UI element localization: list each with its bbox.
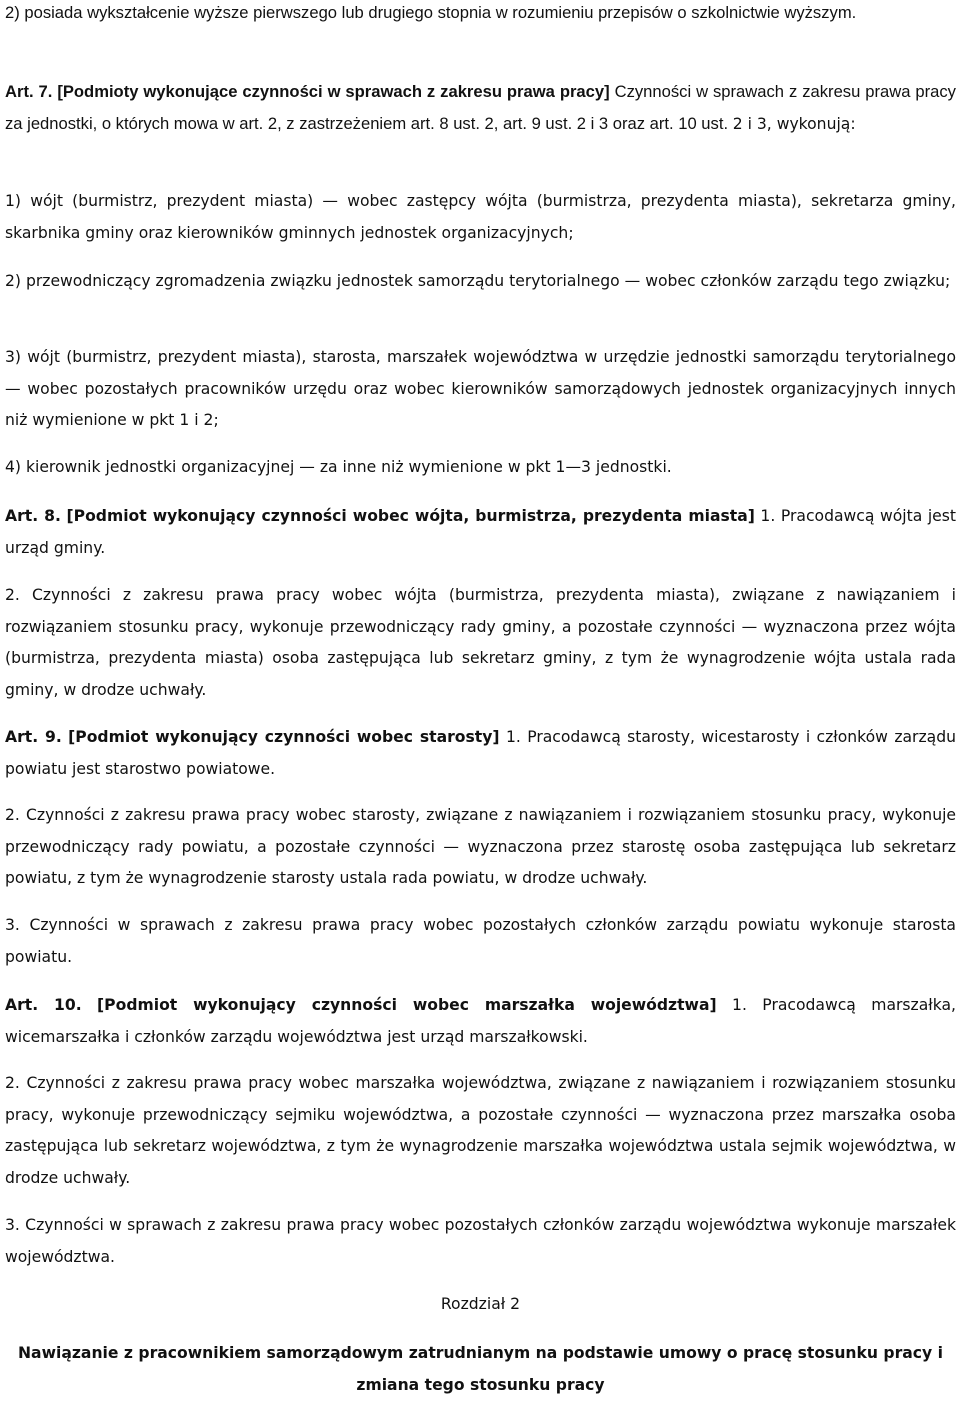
- chapter-title: [5, 1337, 956, 1401]
- list-item-text: 3) wójt (burmistrz, prezydent miasta), starosta, marszałek województwa w urzędzie jednostki samorządu terytorialnego — wobec pozostałych pracowników urzędu oraz wobec kierowników samorządowych jednostek organizacyjnych innych niż wymienione w pkt 1 i 2;: [5, 348, 956, 429]
- art-9-ust-1: [5, 722, 956, 785]
- art-8-ust-1: [5, 501, 956, 564]
- article-number: Art. 7.: [5, 82, 53, 101]
- art-10-ust-1: [5, 990, 956, 1053]
- art-9-ust-2: [5, 800, 956, 895]
- art-10-ust-3: [5, 1210, 956, 1273]
- article-number: Art. 10.: [5, 996, 82, 1014]
- article-title: [Podmiot wykonujący czynności wobec marszałka województwa]: [97, 996, 717, 1014]
- section-text: 2. Czynności z zakresu prawa pracy wobec wójta (burmistrza, prezydenta miasta), związane z nawiązaniem i rozwiązaniem stosunku pracy, wykonuje przewodniczący rady gminy, a pozostałe czynności — wyznaczona przez wójta (burmistrza, prezydenta miasta) osoba zastępująca lub sekretarz gminy, z tym że wynagrodzenie wójta ustala rada gminy, w drodze uchwały.: [5, 586, 956, 699]
- list-item-text: 1) wójt (burmistrz, prezydent miasta) — wobec zastępcy wójta (burmistrza, prezydenta miasta), sekretarza gminy, skarbnika gminy oraz kierowników gminnych jednostek organizacyjnych;: [5, 192, 956, 242]
- section-text: 1. Pracodawcą wójta jest urząd gminy.: [5, 507, 956, 557]
- section-text: 3. Czynności w sprawach z zakresu prawa pracy wobec pozostałych członków zarządu powiatu wykonuje starosta powiatu.: [5, 916, 956, 966]
- art-8-ust-2: [5, 580, 956, 706]
- article-title: [Podmiot wykonujący czynności wobec wójta, burmistrza, prezydenta miasta]: [66, 507, 755, 525]
- art-10-ust-2: [5, 1068, 956, 1194]
- list-item-text: 4) kierownik jednostki organizacyjnej — za inne niż wymienione w pkt 1—3 jednostki.: [5, 458, 672, 476]
- section-text: 1. Pracodawcą starosty, wicestarosty i członków zarządu powiatu jest starostwo powiatowe.: [5, 728, 956, 778]
- art-7-item-3: [5, 342, 956, 437]
- section-text: 2. Czynności z zakresu prawa pracy wobec starosty, związane z nawiązaniem i rozwiązaniem stosunku pracy, wykonuje przewodniczący rady powiatu, a pozostałe czynności — wyznaczona przez starostę osoba zastępująca lub sekretarz powiatu, z tym że wynagrodzenie starosty ustala rada powiatu, w drodze uchwały.: [5, 806, 956, 887]
- continuation-item-2: [5, 0, 956, 29]
- article-title: [Podmioty wykonujące czynności w sprawach z zakresu prawa pracy]: [57, 82, 610, 101]
- article-number: Art. 9.: [5, 728, 62, 746]
- art-7-item-1: [5, 186, 956, 249]
- section-text: 2. Czynności z zakresu prawa pracy wobec marszałka województwa, związane z nawiązaniem i rozwiązaniem stosunku pracy, wykonuje przewodniczący sejmiku województwa, a pozostałe czynności — wyznaczona przez marszałka osoba zastępująca lub sekretarz województwa, z tym że wynagrodzenie marszałka województwa ustala sejmik województwa, w drodze uchwały.: [5, 1074, 956, 1187]
- item-text: 2) posiada wykształcenie wyższe pierwszego lub drugiego stopnia w rozumieniu przepisów o szkolnictwie wyższym.: [5, 3, 857, 22]
- art-7-intro: [5, 76, 956, 140]
- art-7-item-2: [5, 266, 956, 298]
- list-item-text: 2) przewodniczący zgromadzenia związku jednostek samorządu terytorialnego — wobec członków zarządu tego związku;: [5, 272, 951, 290]
- chapter-title-text: Nawiązanie z pracownikiem samorządowym zatrudnianym na podstawie umowy o pracę stosunku pracy i zmiana tego stosunku pracy: [18, 1344, 943, 1394]
- article-number: Art. 8.: [5, 507, 61, 525]
- article-title: [Podmiot wykonujący czynności wobec starosty]: [68, 728, 500, 746]
- chapter-label: [5, 1289, 956, 1321]
- art-9-ust-3: [5, 910, 956, 973]
- chapter-label-text: Rozdział 2: [440, 1295, 521, 1313]
- article-intro-text: Czynności w sprawach z zakresu prawa pracy za jednostki, o których mowa w art. 2, z zastrzeżeniem art. 8 ust. 2, art. 9 ust. 2 i 3 oraz art. 10 ust.: [5, 82, 956, 133]
- section-text: 3. Czynności w sprawach z zakresu prawa pracy wobec pozostałych członków zarządu województwa wykonuje marszałek województwa.: [5, 1216, 956, 1266]
- article-intro-text-continued: 2 i 3, wykonują:: [732, 114, 856, 133]
- art-7-item-4: [5, 452, 956, 484]
- section-text: 1. Pracodawcą marszałka, wicemarszałka i członków zarządu województwa jest urząd marszałkowski.: [5, 996, 956, 1046]
